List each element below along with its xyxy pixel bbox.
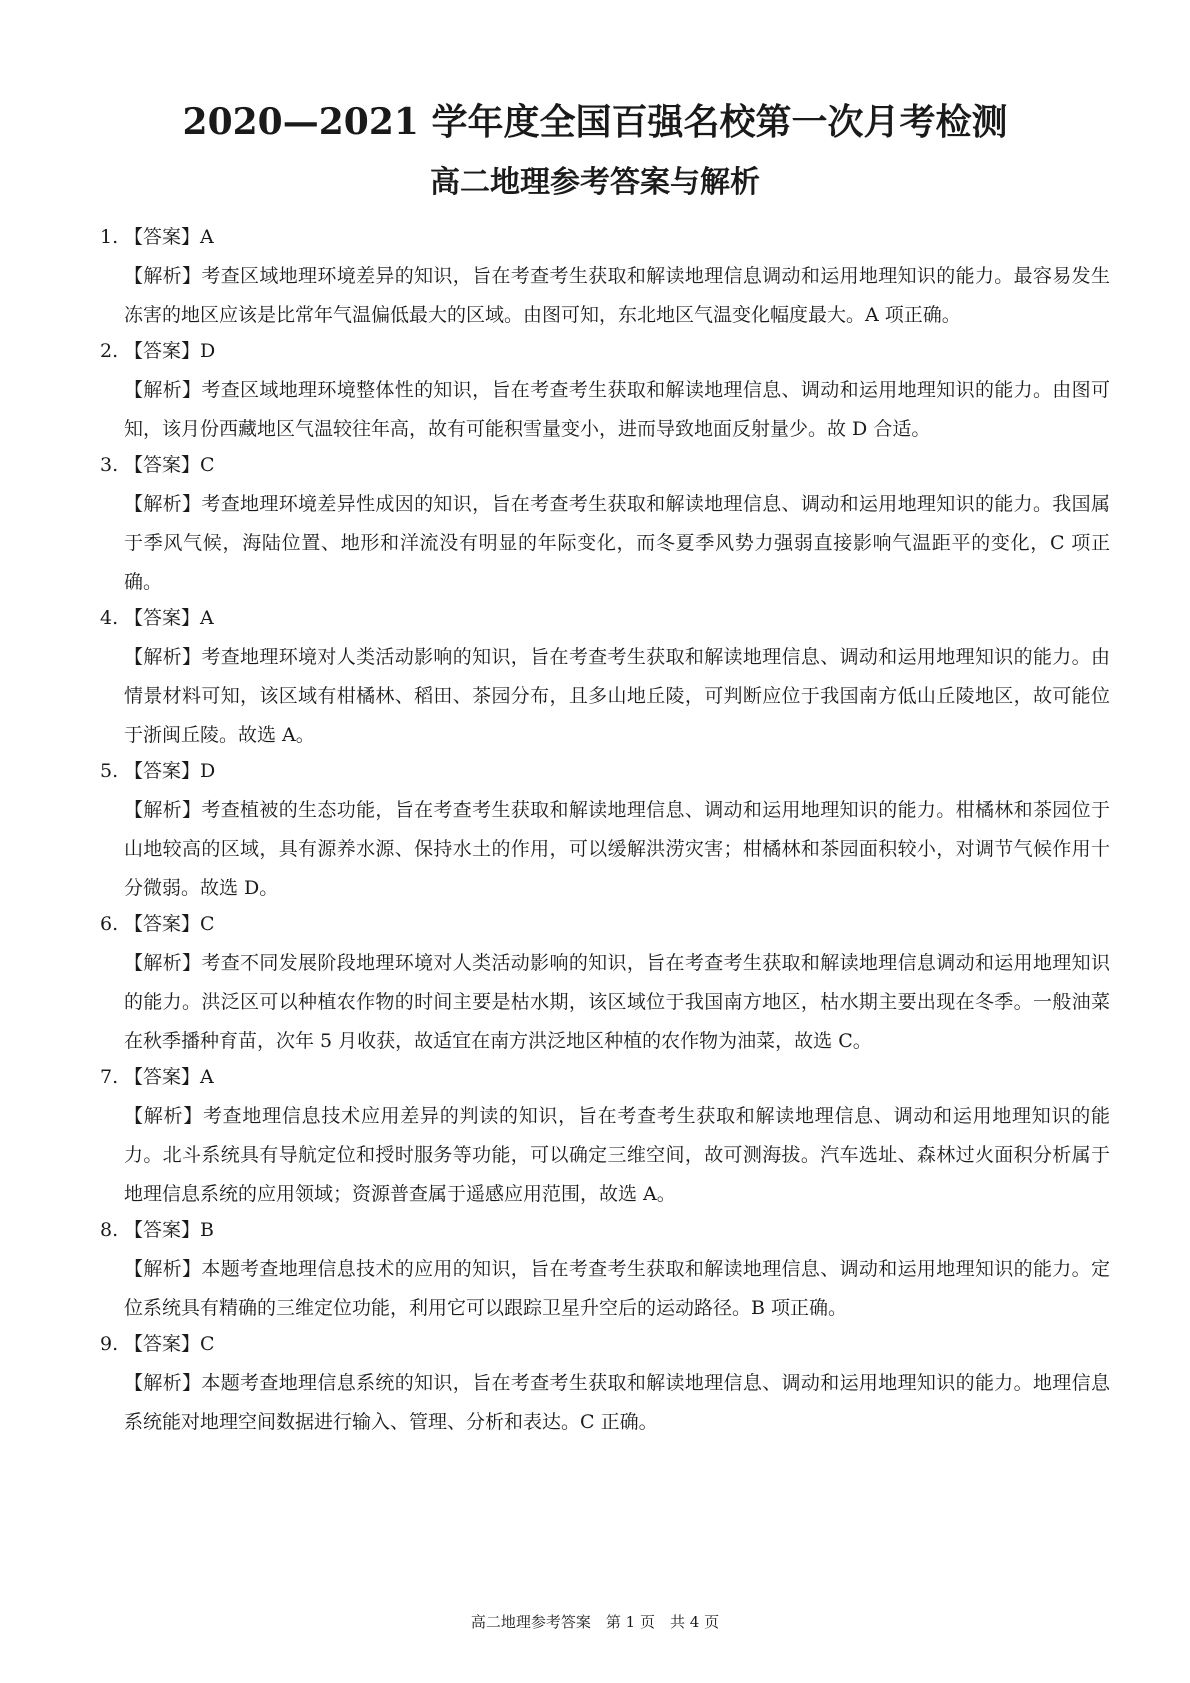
question-item <box>100 1062 1110 1214</box>
answer-line <box>100 222 1110 253</box>
document-title: 2020—2021 学年度全国百强名校第一次月考检测 <box>182 101 1008 143</box>
question-number: 5. <box>100 760 119 782</box>
answer-line <box>100 450 1110 481</box>
question-item <box>100 756 1110 908</box>
explanation-text: 【解析】考查区域地理环境差异的知识，旨在考查考生获取和解读地理信息调动和运用地理知识的能力。最容易发生冻害的地区应该是比常年气温偏低最大的区域。由图可知，东北地区气温变化幅度最大。A 项正确。 <box>124 265 1110 326</box>
question-number: 9. <box>100 1333 119 1355</box>
question-item <box>100 1215 1110 1328</box>
answer-line <box>100 756 1110 787</box>
answer-text: 【答案】C <box>124 454 215 476</box>
answer-line <box>100 1215 1110 1246</box>
question-number: 1. <box>100 226 119 248</box>
answer-text: 【答案】A <box>124 1066 214 1088</box>
question-item <box>100 222 1110 335</box>
question-number: 4. <box>100 607 119 629</box>
answer-text: 【答案】C <box>124 1333 215 1355</box>
question-number: 8. <box>100 1219 119 1241</box>
answer-text: 【答案】B <box>124 1219 214 1241</box>
page-footer: 高二地理参考答案 第 1 页 共 4 页 <box>470 1613 720 1631</box>
explanation-text: 【解析】考查不同发展阶段地理环境对人类活动影响的知识，旨在考查考生获取和解读地理信息调动和运用地理知识的能力。洪泛区可以种植农作物的时间主要是枯水期，该区域位于我国南方地区，枯水期主要出现在冬季。一般油菜在秋季播种育苗，次年 5 月收获，故适宜在南方洪泛地区种植的农作物为油菜，故选 C。 <box>124 952 1110 1052</box>
answer-line <box>100 603 1110 634</box>
answer-text: 【答案】C <box>124 913 215 935</box>
question-item <box>100 909 1110 1061</box>
explanation-text: 【解析】本题考查地理信息系统的知识，旨在考查考生获取和解读地理信息、调动和运用地理知识的能力。地理信息系统能对地理空间数据进行输入、管理、分析和表达。C 正确。 <box>124 1372 1110 1433</box>
answer-line <box>100 909 1110 940</box>
question-number: 2. <box>100 340 119 362</box>
answer-line <box>100 1062 1110 1093</box>
answer-line <box>100 336 1110 367</box>
answer-text: 【答案】D <box>124 340 216 362</box>
document-subtitle: 高二地理参考答案与解析 <box>430 165 760 200</box>
question-number: 6. <box>100 913 119 935</box>
explanation-text: 【解析】考查地理信息技术应用差异的判读的知识，旨在考查考生获取和解读地理信息、调动和运用地理知识的能力。北斗系统具有导航定位和授时服务等功能，可以确定三维空间，故可测海拔。汽车选址、森林过火面积分析属于地理信息系统的应用领域；资源普查属于遥感应用范围，故选 A。 <box>124 1105 1110 1205</box>
explanation-text: 【解析】考查地理环境差异性成因的知识，旨在考查考生获取和解读地理信息、调动和运用地理知识的能力。我国属于季风气候，海陆位置、地形和洋流没有明显的年际变化，而冬夏季风势力强弱直接影响气温距平的变化，C 项正确。 <box>124 493 1110 593</box>
answer-text: 【答案】D <box>124 760 216 782</box>
explanation-text: 【解析】本题考查地理信息技术的应用的知识，旨在考查考生获取和解读地理信息、调动和运用地理知识的能力。定位系统具有精确的三维定位功能，利用它可以跟踪卫星升空后的运动路径。B 项正确。 <box>124 1258 1110 1319</box>
question-item <box>100 450 1110 602</box>
explanation-text: 【解析】考查区域地理环境整体性的知识，旨在考查考生获取和解读地理信息、调动和运用地理知识的能力。由图可知，该月份西藏地区气温较往年高，故有可能积雪量变小，进而导致地面反射量少。故 D 合适。 <box>124 379 1110 440</box>
answer-line <box>100 1329 1110 1360</box>
question-item <box>100 336 1110 449</box>
explanation-text: 【解析】考查地理环境对人类活动影响的知识，旨在考查考生获取和解读地理信息、调动和运用地理知识的能力。由情景材料可知，该区域有柑橘林、稻田、茶园分布，且多山地丘陵，可判断应位于我国南方低山丘陵地区，故可能位于浙闽丘陵。故选 A。 <box>124 646 1110 746</box>
question-number: 3. <box>100 454 119 476</box>
explanation-text: 【解析】考查植被的生态功能，旨在考查考生获取和解读地理信息、调动和运用地理知识的能力。柑橘林和茶园位于山地较高的区域，具有源养水源、保持水土的作用，可以缓解洪涝灾害；柑橘林和茶园面积较小，对调节气候作用十分微弱。故选 D。 <box>124 799 1110 899</box>
answer-text: 【答案】A <box>124 607 214 629</box>
answer-text: 【答案】A <box>124 226 214 248</box>
question-item <box>100 1329 1110 1442</box>
question-number: 7. <box>100 1066 119 1088</box>
question-list <box>100 222 1110 1443</box>
question-item <box>100 603 1110 755</box>
